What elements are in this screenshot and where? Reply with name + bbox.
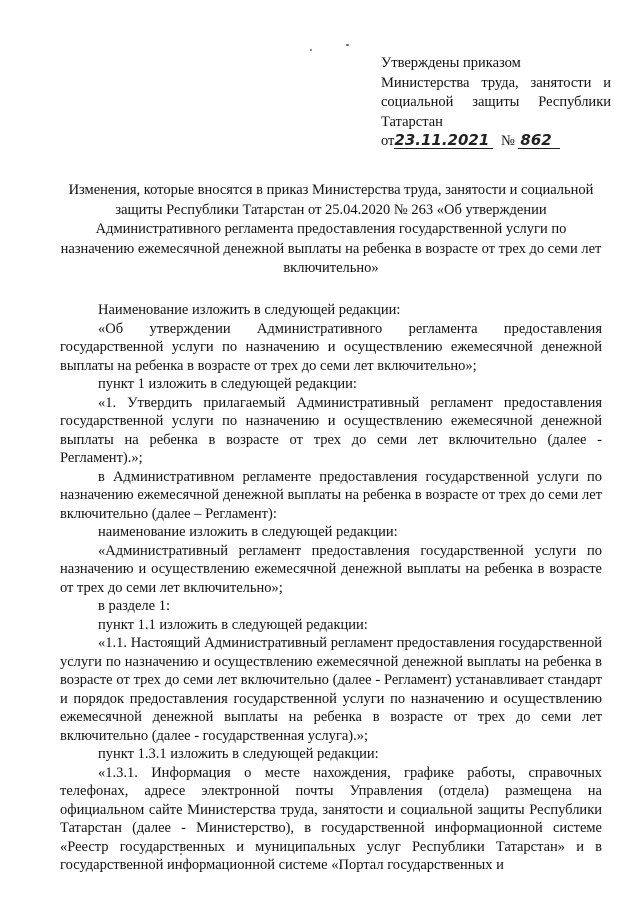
- approval-line: Министерства труда, занятости и: [381, 74, 611, 91]
- date-prefix: от: [381, 133, 395, 149]
- body-paragraph: «1.3.1. Информация о месте нахождения, графике работы, справочных телефонах, адресе электронной почты Управления (отдела) размещена на официальном сайте Министерства труда, занятости и социальной защиты Республики Татарстан (далее - Министерство), в государственной информационной системе «Реестр государственных и муниципальных услуг Республики Татарстан» и в государственной информационной системе «Портал государственных и: [60, 764, 602, 873]
- body-paragraph: Наименование изложить в следующей редакции:: [98, 302, 401, 318]
- body-paragraph: «1.1. Настоящий Административный регламент предоставления государственной услуги по назначению и осуществлению ежемесячной денежной выплаты на ребенка в возрасте от трех до семи лет включительно (далее - Регламент) устанавливает стандарт и порядок предоставления государственной услуги по назначению и осуществлению ежемесячной денежной выплаты на ребенка в возрасте от трех до семи лет включительно (далее - государственная услуга).»;: [60, 635, 602, 744]
- body-paragraph: в разделе 1:: [98, 598, 171, 614]
- scan-speck: [346, 44, 349, 46]
- body-paragraph: пункт 1.3.1 изложить в следующей редакции:: [98, 746, 379, 762]
- body-paragraph: пункт 1.1 изложить в следующей редакции:: [98, 616, 368, 633]
- approval-line: Татарстан: [381, 113, 443, 130]
- approval-line: социальной защиты Республики: [381, 94, 611, 110]
- handwritten-date: 23.11.2021: [394, 133, 493, 149]
- handwritten-number: 862: [518, 133, 559, 149]
- body-paragraph: «Об утверждении Административного регламента предоставления государственной услуги по назначению и осуществлению ежемесячной денежной выплаты на ребенка в возрасте от трех до семи лет включительно»;: [60, 320, 602, 374]
- body-paragraph: пункт 1 изложить в следующей редакции:: [98, 376, 357, 392]
- document-title: Изменения, которые вносятся в приказ Министерства труда, занятости и социальной защиты Республики Татарстан от 25.04.2020 № 263 «Об утверждении Административного регламента предоставления государственной услуги по назначению ежемесячной денежной выплаты на ребенка в возрасте от трех до семи лет включительно»: [60, 182, 602, 276]
- approval-line: Утверждены приказом: [381, 55, 521, 71]
- approval-date-line: [381, 132, 611, 152]
- document-body: [60, 301, 602, 875]
- body-paragraph: «1. Утвердить прилагаемый Административный регламент предоставления государственной услуги по назначению и осуществлению ежемесячной денежной выплаты на ребенка в возрасте от трех до семи лет включительно (далее - Регламент).»;: [60, 394, 602, 466]
- body-paragraph: наименование изложить в следующей редакции:: [98, 524, 398, 540]
- body-paragraph: «Административный регламент предоставления государственной услуги по назначению и осуществлению ежемесячной денежной выплаты на ребенка в возрасте от трех до семи лет включительно»;: [60, 542, 602, 596]
- body-paragraph: в Административном регламенте предоставления государственной услуги по назначению ежемесячной денежной выплаты на ребенка в возрасте от трех до семи лет включительно (далее – Регламент):: [60, 468, 602, 522]
- number-sign: №: [500, 133, 515, 149]
- scan-speck: [310, 49, 312, 51]
- approval-block: [381, 54, 611, 152]
